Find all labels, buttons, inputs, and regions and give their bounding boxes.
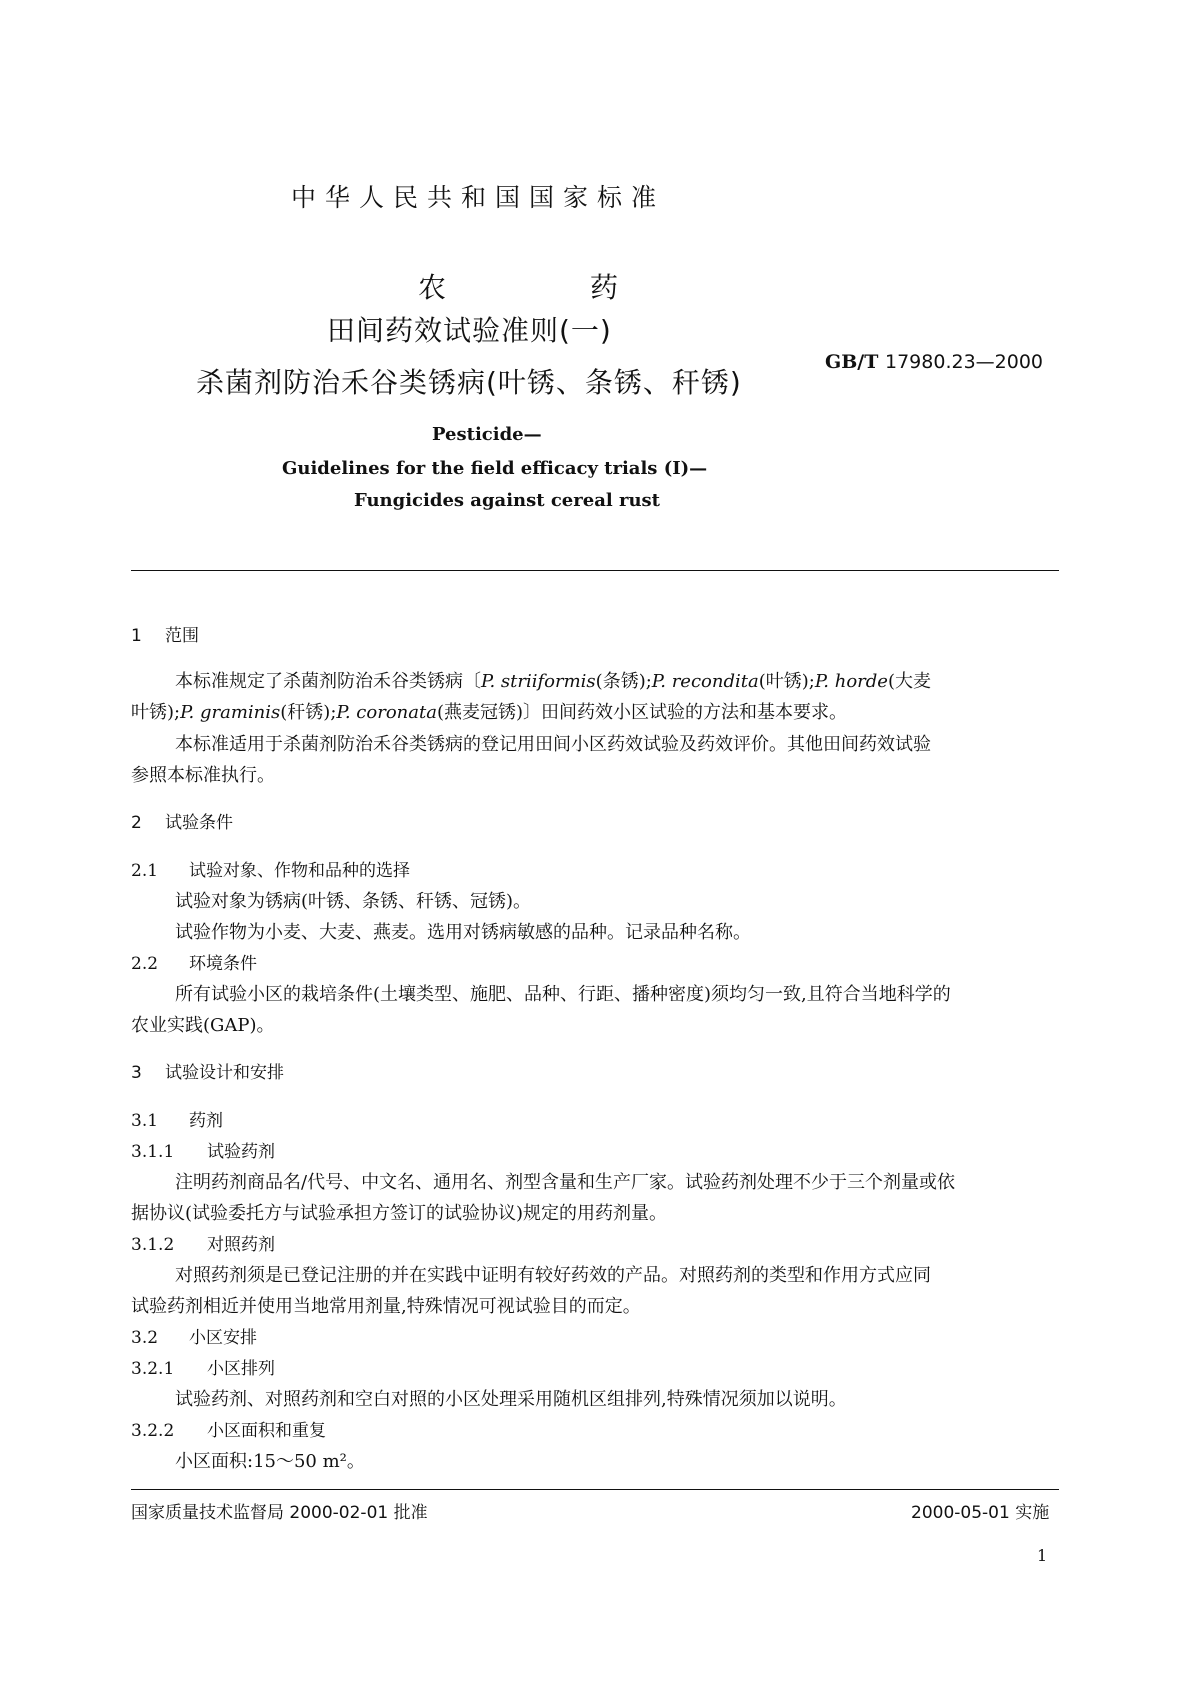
section-2-2-paragraph-line-2: 农业实践(GAP)。 xyxy=(131,1015,275,1036)
section-2-1-paragraph-1: 试验对象为锈病(叶锈、条锈、秆锈、冠锈)。 xyxy=(175,891,532,912)
section-3-1-2-number: 3.1.2 xyxy=(131,1235,175,1255)
english-title-line-3: Fungicides against cereal rust xyxy=(354,490,660,511)
page-number: 1 xyxy=(1037,1546,1048,1565)
section-2-2-number: 2.2 xyxy=(131,954,159,974)
section-3-2-2-heading xyxy=(131,1416,326,1441)
section-2-2-title: 环境条件 xyxy=(189,954,257,974)
text-run: (大麦 xyxy=(887,671,931,692)
section-1-paragraph-2-line-2: 参照本标准执行。 xyxy=(131,765,275,786)
section-3-1-title: 药剂 xyxy=(189,1111,223,1131)
title-line-2: 田间药效试验准则(一) xyxy=(327,314,612,347)
section-2-title: 试验条件 xyxy=(165,813,233,833)
section-1-paragraph-2-line-1: 本标准适用于杀菌剂防治禾谷类锈病的登记用田间小区药效试验及药效评价。其他田间药效试验 xyxy=(175,734,931,755)
section-1-number: 1 xyxy=(131,626,142,646)
section-1-paragraph-1-line-1 xyxy=(175,667,931,693)
section-2-heading xyxy=(131,808,233,833)
section-3-2-1-number: 3.2.1 xyxy=(131,1359,175,1379)
section-3-2-1-heading xyxy=(131,1354,275,1379)
species-name: P. striiformis xyxy=(481,671,596,692)
text-run: 叶锈); xyxy=(131,702,181,723)
section-2-1-title: 试验对象、作物和品种的选择 xyxy=(189,861,410,881)
section-3-2-number: 3.2 xyxy=(131,1328,159,1348)
section-3-1-1-number: 3.1.1 xyxy=(131,1142,175,1162)
section-3-1-1-paragraph-line-1: 注明药剂商品名/代号、中文名、通用名、剂型含量和生产厂家。试验药剂处理不少于三个剂量或依 xyxy=(175,1172,956,1193)
text-run: 本标准规定了杀菌剂防治禾谷类锈病〔 xyxy=(175,671,481,692)
section-3-2-title: 小区安排 xyxy=(189,1328,257,1348)
section-3-1-1-title: 试验药剂 xyxy=(207,1142,275,1162)
section-3-title: 试验设计和安排 xyxy=(165,1063,284,1083)
text-run: (秆锈); xyxy=(280,702,337,723)
species-name: P. recondita xyxy=(651,671,759,692)
section-3-1-1-heading xyxy=(131,1137,275,1162)
section-3-1-2-paragraph-line-1: 对照药剂须是已登记注册的并在实践中证明有较好药效的产品。对照药剂的类型和作用方式应同 xyxy=(175,1265,931,1286)
section-3-1-number: 3.1 xyxy=(131,1111,159,1131)
section-2-1-heading xyxy=(131,856,410,881)
section-2-1-paragraph-2: 试验作物为小麦、大麦、燕麦。选用对锈病敏感的品种。记录品种名称。 xyxy=(175,922,751,943)
section-3-1-1-paragraph-line-2: 据协议(试验委托方与试验承担方签订的试验协议)规定的用药剂量。 xyxy=(131,1203,668,1224)
section-3-2-2-paragraph: 小区面积:15～50 m²。 xyxy=(175,1451,365,1472)
section-3-heading xyxy=(131,1058,284,1083)
section-2-2-paragraph-line-1: 所有试验小区的栽培条件(土壤类型、施肥、品种、行距、播种密度)须均匀一致,且符合当地科学的 xyxy=(175,984,951,1005)
approval-note: 国家质量技术监督局 2000-02-01 批准 xyxy=(131,1503,428,1523)
section-3-number: 3 xyxy=(131,1063,142,1083)
text-run: (叶锈); xyxy=(758,671,815,692)
species-name: P. coronata xyxy=(336,702,437,723)
english-title-line-2: Guidelines for the field efficacy trials (Ⅰ)— xyxy=(282,458,708,479)
effective-date: 2000-05-01 实施 xyxy=(911,1503,1050,1523)
title-line-1: 农 药 xyxy=(418,271,677,304)
text-run: (燕麦冠锈)〕田间药效小区试验的方法和基本要求。 xyxy=(436,702,847,723)
species-name: P. graminis xyxy=(180,702,281,723)
section-2-1-number: 2.1 xyxy=(131,861,159,881)
title-line-3: 杀菌剂防治禾谷类锈病(叶锈、条锈、秆锈) xyxy=(196,366,742,399)
section-2-number: 2 xyxy=(131,813,142,833)
standard-code-prefix: GB/T xyxy=(825,351,879,373)
text-run: (条锈); xyxy=(595,671,652,692)
standard-name: 中华人民共和国国家标准 xyxy=(291,183,666,212)
section-1-paragraph-1-line-2 xyxy=(131,698,847,724)
header-divider xyxy=(131,570,1059,571)
section-3-2-2-number: 3.2.2 xyxy=(131,1421,175,1441)
standard-code-number: 17980.23—2000 xyxy=(885,351,1044,373)
english-title-line-1: Pesticide— xyxy=(432,424,542,445)
section-3-1-2-title: 对照药剂 xyxy=(207,1235,275,1255)
footer-divider xyxy=(131,1489,1059,1490)
section-3-2-1-paragraph: 试验药剂、对照药剂和空白对照的小区处理采用随机区组排列,特殊情况须加以说明。 xyxy=(175,1389,847,1410)
section-1-title: 范围 xyxy=(165,626,199,646)
section-3-1-heading xyxy=(131,1106,223,1131)
section-3-2-2-title: 小区面积和重复 xyxy=(207,1421,326,1441)
section-2-2-heading xyxy=(131,949,257,974)
standard-code xyxy=(825,351,1043,373)
section-3-2-1-title: 小区排列 xyxy=(207,1359,275,1379)
section-3-1-2-heading xyxy=(131,1230,275,1255)
section-1-heading xyxy=(131,621,199,646)
section-3-2-heading xyxy=(131,1323,257,1348)
species-name: P. horde xyxy=(814,671,888,692)
section-3-1-2-paragraph-line-2: 试验药剂相近并使用当地常用剂量,特殊情况可视试验目的而定。 xyxy=(131,1296,641,1317)
